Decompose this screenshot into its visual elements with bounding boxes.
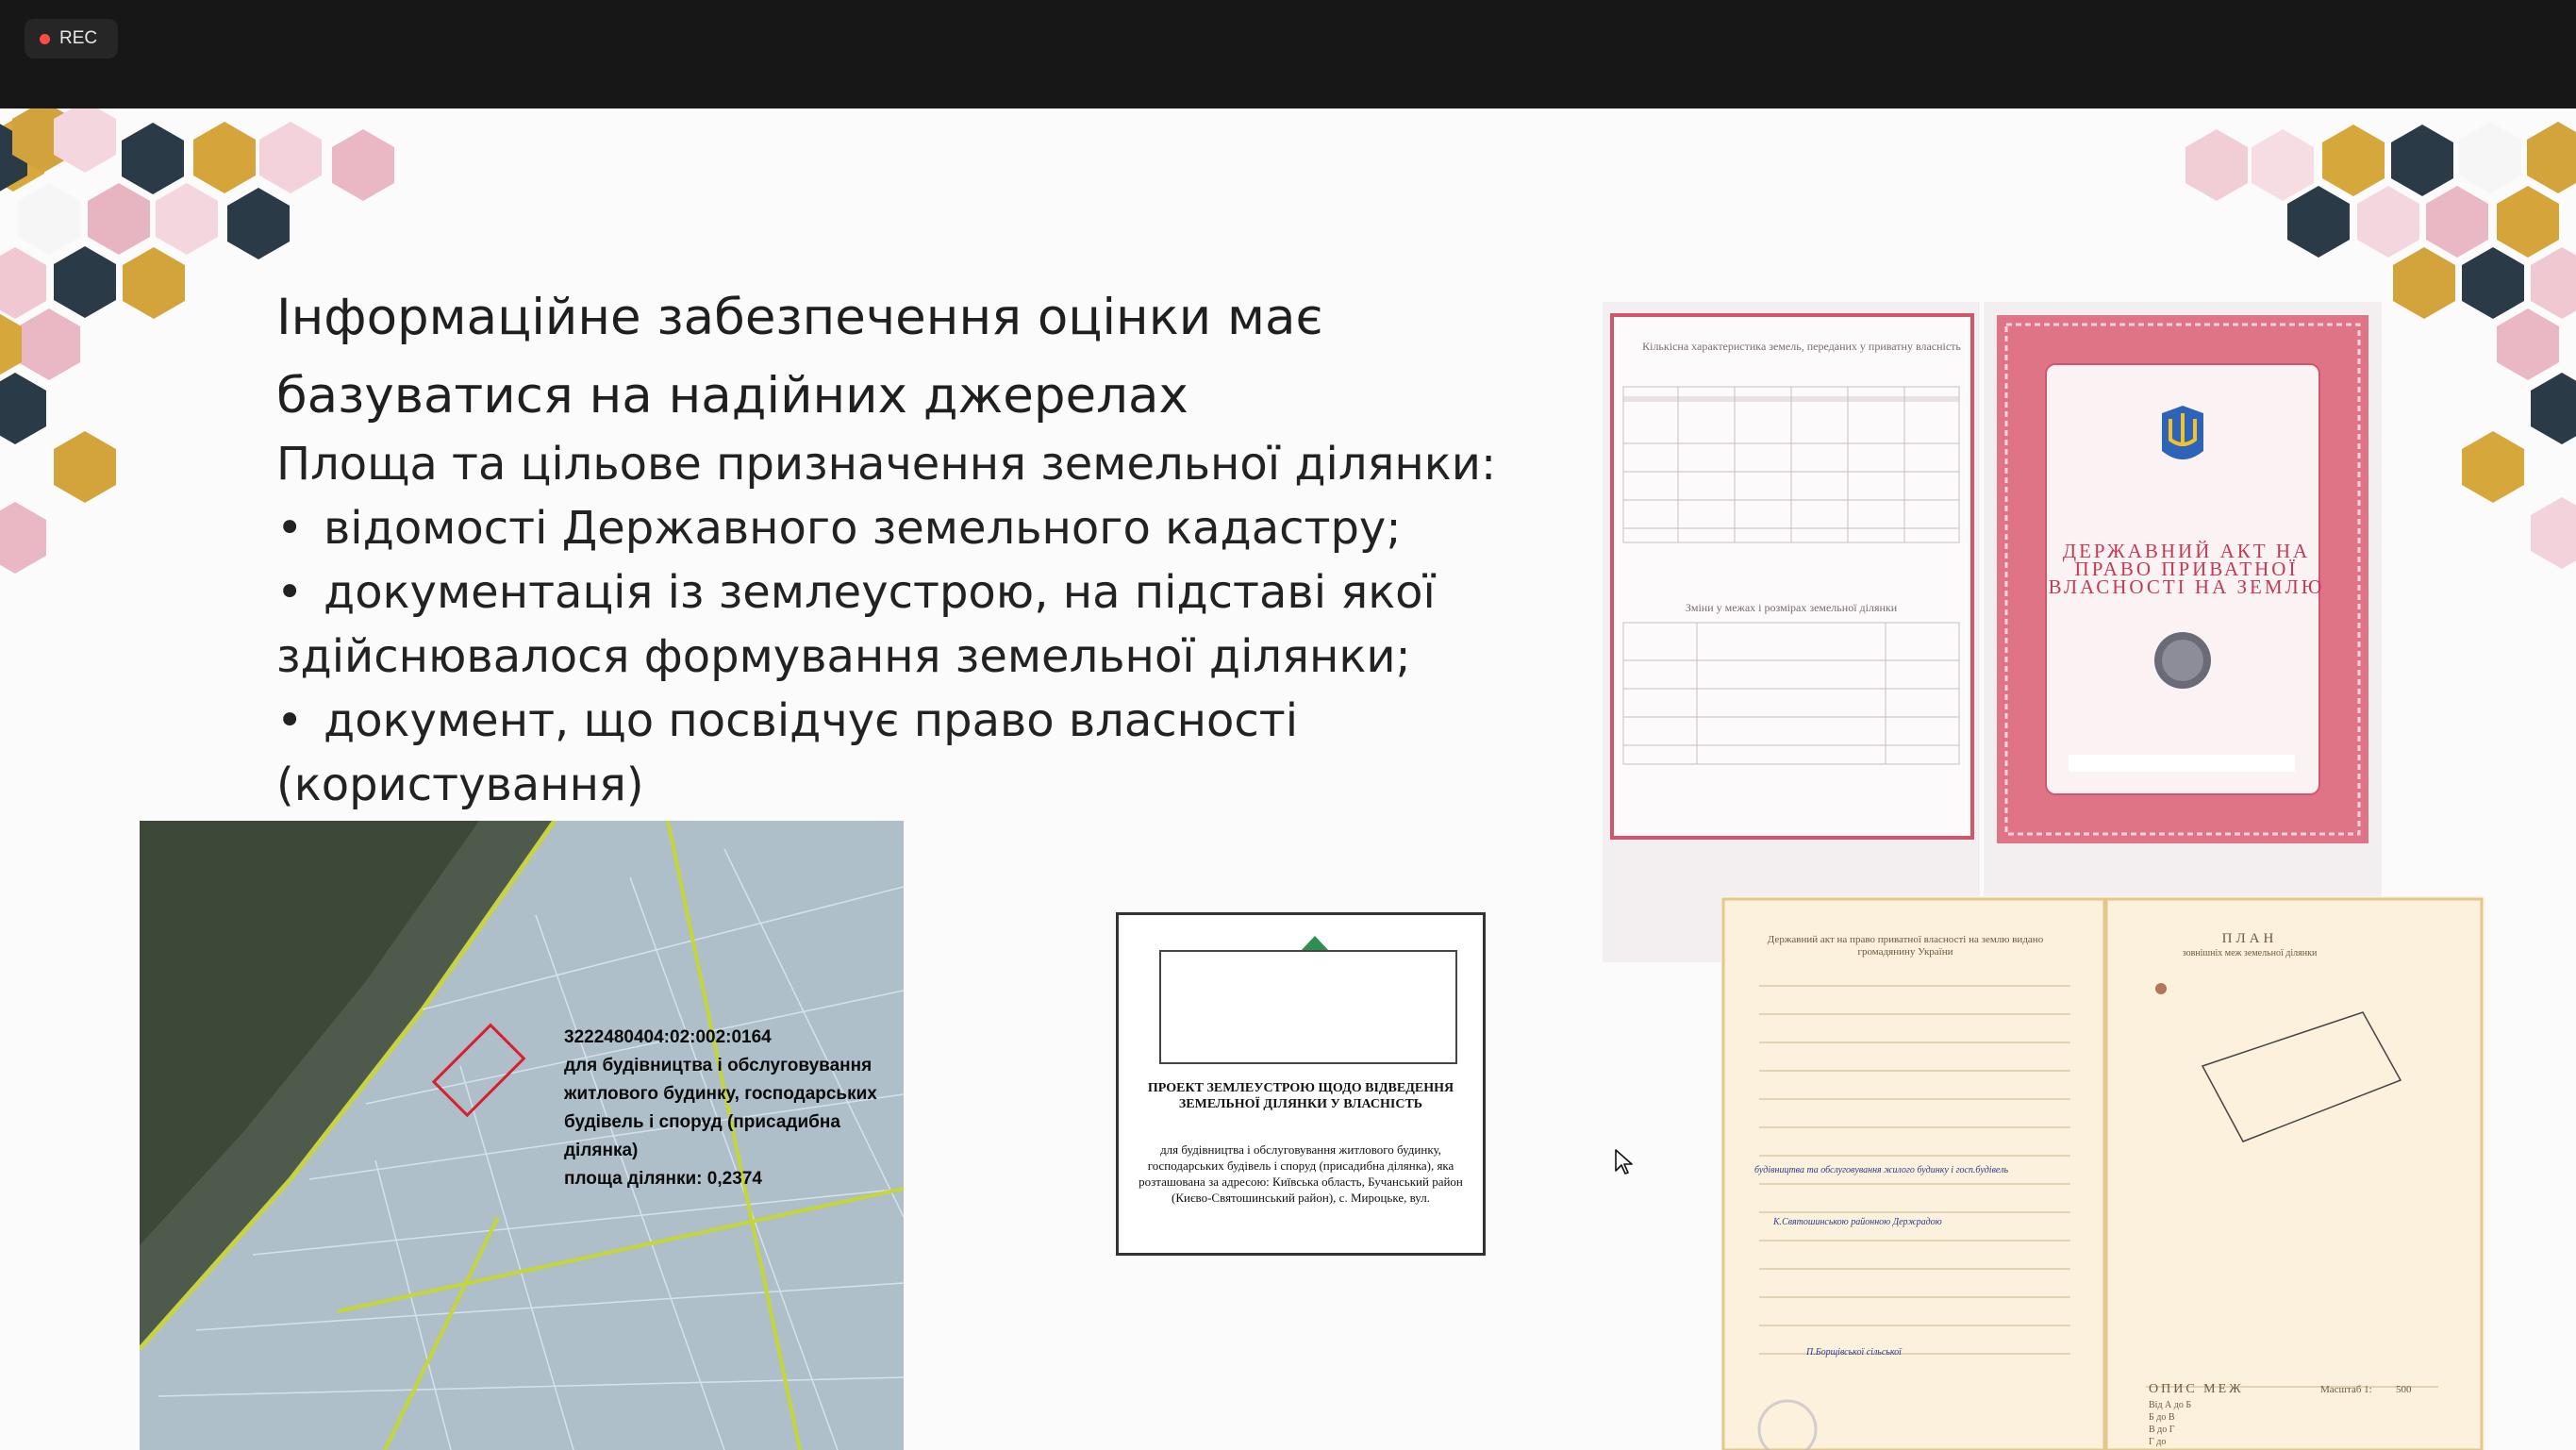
bullet-item (276, 496, 1616, 560)
bullet-text: документ, що посвідчує право власності (користування) (276, 694, 1299, 811)
document-frame (1159, 950, 1457, 1064)
scale-value: 500 (2396, 1384, 2412, 1395)
boundary-row: Від А до Б (2149, 1400, 2192, 1410)
title-line-1: Інформаційне забезпечення оцінки має (276, 289, 1323, 346)
yellow-act-title: Державний акт на право приватної власності на землю видано громадянину України (1767, 934, 2044, 958)
plan-subtitle: зовнішніх меж земельної ділянки (2182, 948, 2318, 958)
bullet-text: відомості Державного земельного кадастру; (324, 502, 1402, 555)
project-description: для будівництва і обслуговування житлового будинку, господарських будівель і споруд (присадибна ділянка), яка розташована за адресою: Київська область, Бучанський район (Києво-Святошинський район), с. Мироцьке, вул. (1138, 1142, 1463, 1205)
recording-indicator[interactable] (25, 19, 118, 58)
land-project-document (1116, 912, 1486, 1256)
certificate-inner-title: Кількісна характеристика земель, переданих у приватну власність (1642, 340, 1961, 353)
slide-body (276, 432, 1616, 881)
mouse-cursor-icon (1614, 1148, 1635, 1176)
certificate-table-page (1603, 302, 1980, 962)
map-annotation (564, 1024, 885, 1193)
bullet-icon: • (276, 694, 304, 747)
recording-label: REC (59, 28, 98, 48)
purpose-line: будівництва та обслуговування жилого будинку і госп.будівель (1754, 1165, 2009, 1175)
title-line-2: базуватися на надійних джерелах (276, 367, 1188, 425)
bullet-item (276, 560, 1616, 625)
boundary-rows (2149, 1399, 2262, 1448)
meeting-top-bar (0, 0, 2576, 108)
parcel-area: площа ділянки: 0,2374 (564, 1169, 762, 1189)
bullet-continuation: здійснювалося формування земельної ділянки; (276, 630, 1411, 683)
plan-title: ПЛАН (2221, 931, 2278, 946)
presentation-slide (0, 108, 2576, 1450)
council-line: К.Святошинською районною Держрадою (1773, 1217, 1942, 1227)
boundaries-label: ОПИС МЕЖ (2149, 1382, 2244, 1396)
head-line: П.Борщівської сільської (1806, 1347, 1902, 1358)
project-title: ПРОЕКТ ЗЕМЛЕУСТРОЮ ЩОДО ВІДВЕДЕННЯ ЗЕМЕЛЬНОЇ ДІЛЯНКИ У ВЛАСНІСТЬ (1147, 1081, 1454, 1111)
recording-dot-icon (40, 34, 50, 44)
state-act-title: ДЕРЖАВНИЙ АКТ НА ПРАВО ПРИВАТНОЇ ВЛАСНОСТІ НА ЗЕМЛЮ (2048, 540, 2325, 598)
parcel-purpose: для будівництва і обслуговування житлового будинку, господарських будівель і споруд (присадибна ділянка) (564, 1056, 877, 1160)
bullet-item (276, 689, 1616, 817)
scale-label: Масштаб 1: (2320, 1384, 2372, 1395)
trident-emblem-icon (2162, 406, 2203, 459)
boundary-row: Б до В (2149, 1412, 2175, 1423)
slide-title (276, 278, 1597, 435)
bullet-text: документація із землеустрою, на підставі якої (324, 566, 1436, 619)
certificate-subtitle: Зміни у межах і розмірах земельної ділянки (1685, 601, 1898, 614)
cadastral-map (140, 821, 904, 1450)
state-act-cover (1984, 302, 2382, 962)
boundary-row: В до Г (2149, 1425, 2175, 1435)
slide-subtitle: Площа та цільове призначення земельної ділянки: (276, 438, 1497, 491)
bullet-icon: • (276, 502, 304, 555)
boundary-row: Г до (2149, 1437, 2167, 1447)
bullet-icon: • (276, 566, 304, 619)
cadastral-number: 3222480404:02:002:0164 (564, 1027, 772, 1047)
